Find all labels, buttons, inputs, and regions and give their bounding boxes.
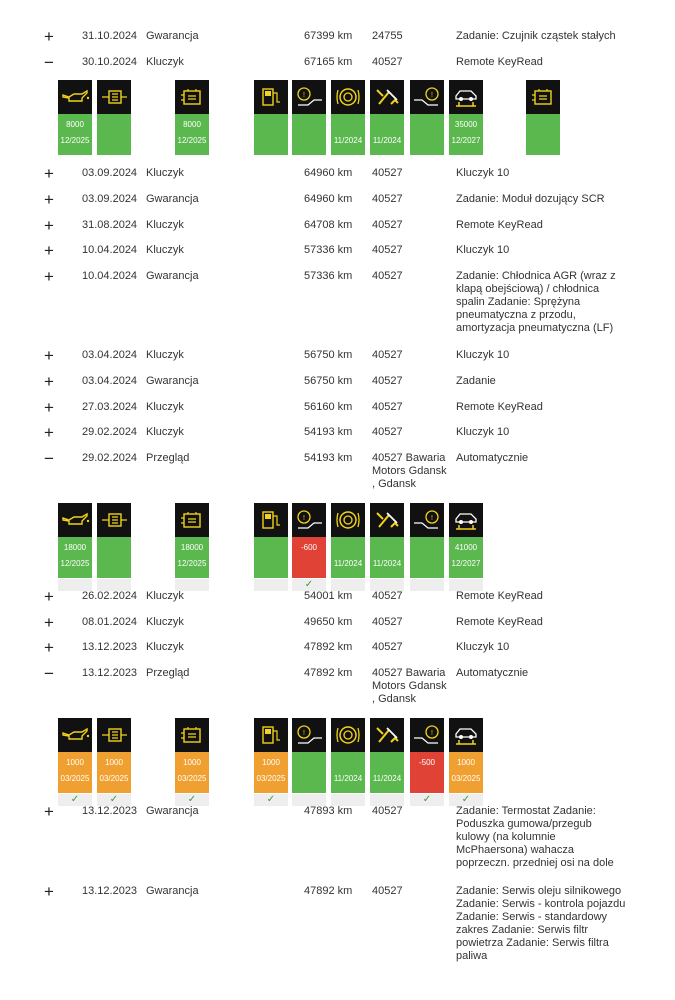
service-indicator xyxy=(175,80,209,155)
entry-type: Kluczyk xyxy=(146,641,184,653)
service-indicator xyxy=(175,718,209,806)
service-remaining-km: -600 xyxy=(300,543,317,552)
entry-description: Automatycznie xyxy=(456,452,529,464)
expand-toggle[interactable]: + xyxy=(44,372,54,391)
brake-fluid-icon xyxy=(331,503,365,537)
entry-date: 13.12.2023 xyxy=(82,885,138,897)
svg-text:!: ! xyxy=(303,515,305,522)
particulate-filter-icon xyxy=(97,80,131,114)
service-due-date: 12/2025 xyxy=(60,559,90,568)
svg-text:!: ! xyxy=(431,92,433,99)
service-indicator xyxy=(449,503,483,591)
service-status-green xyxy=(370,752,404,793)
entry-date: 27.03.2024 xyxy=(82,401,138,413)
service-indicator xyxy=(370,718,404,806)
service-status-green xyxy=(175,537,209,578)
service-status-green xyxy=(97,114,131,155)
expand-toggle[interactable]: + xyxy=(44,638,54,657)
entry-date: 30.10.2024 xyxy=(82,56,138,68)
expand-toggle[interactable]: + xyxy=(44,164,54,183)
oil-icon xyxy=(58,503,92,537)
entry-type: Kluczyk xyxy=(146,349,184,361)
expand-toggle[interactable]: + xyxy=(44,613,54,632)
service-indicator xyxy=(331,718,365,806)
adblue-icon xyxy=(175,718,209,752)
entry-dealer: 40527 xyxy=(372,805,403,817)
service-remaining-km: 35000 xyxy=(454,120,478,129)
entry-description: Zadanie: Termostat Zadanie: Poduszka gumowa/przegub kulowy (na kolumnie McPhaersona) wahacza poprzeczn. przedniej osi na dole xyxy=(456,805,614,869)
service-indicator xyxy=(370,80,404,155)
fuel-filter-icon xyxy=(254,80,288,114)
entry-date: 26.02.2024 xyxy=(82,590,138,602)
entry-dealer: 40527 xyxy=(372,885,403,897)
service-status-red xyxy=(410,752,444,793)
service-status-green xyxy=(331,114,365,155)
service-status-orange xyxy=(449,752,483,793)
entry-mileage: 56750 km xyxy=(304,349,353,361)
entry-dealer: 40527 xyxy=(372,167,403,179)
entry-mileage: 47892 km xyxy=(304,885,353,897)
service-indicator xyxy=(410,503,444,591)
brake-fluid-icon xyxy=(331,80,365,114)
entry-type: Kluczyk xyxy=(146,167,184,179)
service-status-green xyxy=(254,537,288,578)
service-indicator xyxy=(331,503,365,591)
entry-description: Remote KeyRead xyxy=(456,616,543,628)
service-remaining-km: 1000 xyxy=(457,758,475,767)
service-remaining-km: 1000 xyxy=(105,758,123,767)
service-indicator xyxy=(292,718,326,806)
service-status-green xyxy=(254,114,288,155)
entry-type: Gwarancja xyxy=(146,270,199,282)
entry-mileage: 49650 km xyxy=(304,616,353,628)
service-remaining-km: 8000 xyxy=(183,120,201,129)
service-indicator xyxy=(97,503,131,591)
service-done-check: ✓ xyxy=(292,579,326,591)
entry-description: Remote KeyRead xyxy=(456,590,543,602)
entry-mileage: 56160 km xyxy=(304,401,353,413)
entry-description: Zadanie xyxy=(456,375,496,387)
service-indicator xyxy=(97,718,131,806)
entry-date: 03.04.2024 xyxy=(82,375,138,387)
service-due-date: 11/2024 xyxy=(372,136,402,145)
service-indicator xyxy=(449,80,483,155)
service-done-check xyxy=(254,579,288,591)
entry-date: 03.09.2024 xyxy=(82,193,138,205)
service-indicator xyxy=(254,80,288,155)
service-indicator xyxy=(370,503,404,591)
entry-type: Gwarancja xyxy=(146,30,199,42)
entry-mileage: 54193 km xyxy=(304,452,353,464)
entry-dealer: 40527 Bawaria Motors Gdansk , Gdansk xyxy=(372,667,447,705)
entry-description: Zadanie: Czujnik cząstek stałych xyxy=(456,30,616,42)
vehicle-check-icon xyxy=(370,718,404,752)
fuel-filter-icon xyxy=(254,718,288,752)
entry-description: Kluczyk 10 xyxy=(456,349,510,361)
service-status-green xyxy=(58,537,92,578)
entry-description: Remote KeyRead xyxy=(456,56,543,68)
service-due-date: 12/2027 xyxy=(451,136,481,145)
entry-type: Gwarancja xyxy=(146,805,199,817)
service-due-date: 12/2025 xyxy=(177,559,207,568)
entry-description: Remote KeyRead xyxy=(456,401,543,413)
service-done-check: ✓ xyxy=(449,794,483,806)
service-status-green xyxy=(410,537,444,578)
entry-dealer: 40527 Bawaria Motors Gdansk , Gdansk xyxy=(372,452,447,490)
vehicle-check-icon xyxy=(370,503,404,537)
expand-toggle[interactable]: + xyxy=(44,882,54,901)
entry-dealer: 40527 xyxy=(372,349,403,361)
entry-type: Przegląd xyxy=(146,452,190,464)
entry-mileage: 56750 km xyxy=(304,375,353,387)
service-due-date: 11/2024 xyxy=(372,559,402,568)
service-due-date: 11/2024 xyxy=(333,774,363,783)
entry-type: Gwarancja xyxy=(146,885,199,897)
service-done-check: ✓ xyxy=(410,794,444,806)
entry-dealer: 40527 xyxy=(372,56,403,68)
entry-type: Kluczyk xyxy=(146,56,184,68)
entry-dealer: 24755 xyxy=(372,30,403,42)
service-status-orange xyxy=(58,752,92,793)
service-status-green xyxy=(331,752,365,793)
brake-front-icon xyxy=(292,503,326,537)
expand-toggle[interactable]: + xyxy=(44,267,54,286)
brake-front-icon xyxy=(292,718,326,752)
expand-toggle[interactable]: + xyxy=(44,216,54,235)
entry-type: Kluczyk xyxy=(146,244,184,256)
entry-description: Zadanie: Chłodnica AGR (wraz z klapą obejściową) / chłodnica spalin Zadanie: Sprężyna pneumatyczna z przodu, amortyzacja pneumatyczna (LF) xyxy=(456,270,616,334)
service-done-check: ✓ xyxy=(58,794,92,806)
service-indicator xyxy=(292,80,326,155)
service-due-date: 03/2025 xyxy=(99,774,129,783)
service-remaining-km: 8000 xyxy=(66,120,84,129)
entry-date: 10.04.2024 xyxy=(82,270,138,282)
svg-text:!: ! xyxy=(431,730,433,737)
svg-text:!: ! xyxy=(303,730,305,737)
entry-description: Kluczyk 10 xyxy=(456,641,510,653)
service-indicator xyxy=(97,80,131,155)
service-remaining-km: 18000 xyxy=(63,543,87,552)
svg-text:!: ! xyxy=(431,515,433,522)
service-due-date: 03/2025 xyxy=(256,774,286,783)
service-due-date: 12/2025 xyxy=(177,136,207,145)
service-status-orange xyxy=(254,752,288,793)
entry-date: 13.12.2023 xyxy=(82,667,138,679)
entry-dealer: 40527 xyxy=(372,270,403,282)
service-remaining-km: 1000 xyxy=(262,758,280,767)
entry-description: Automatycznie xyxy=(456,667,529,679)
brake-front-icon xyxy=(292,80,326,114)
service-remaining-km: -500 xyxy=(418,758,435,767)
particulate-filter-icon xyxy=(97,718,131,752)
brake-fluid-icon xyxy=(331,718,365,752)
expand-toggle[interactable]: + xyxy=(44,587,54,606)
entry-dealer: 40527 xyxy=(372,590,403,602)
service-due-date: 03/2025 xyxy=(60,774,90,783)
entry-mileage: 54193 km xyxy=(304,426,353,438)
service-status-green xyxy=(370,114,404,155)
entry-dealer: 40527 xyxy=(372,375,403,387)
service-status-red xyxy=(292,537,326,578)
service-due-date: 12/2025 xyxy=(60,136,90,145)
entry-date: 13.12.2023 xyxy=(82,641,138,653)
service-remaining-km: 41000 xyxy=(454,543,478,552)
entry-date: 03.09.2024 xyxy=(82,167,138,179)
entry-dealer: 40527 xyxy=(372,219,403,231)
entry-type: Kluczyk xyxy=(146,590,184,602)
adblue-icon xyxy=(175,503,209,537)
service-indicator xyxy=(410,80,444,155)
service-due-date: 12/2027 xyxy=(451,559,481,568)
svg-text:!: ! xyxy=(303,92,305,99)
entry-date: 08.01.2024 xyxy=(82,616,138,628)
entry-type: Kluczyk xyxy=(146,426,184,438)
service-indicator xyxy=(292,503,326,591)
expand-toggle[interactable]: + xyxy=(44,802,54,821)
entry-date: 31.10.2024 xyxy=(82,30,138,42)
entry-type: Kluczyk xyxy=(146,616,184,628)
service-remaining-km: 1000 xyxy=(183,758,201,767)
service-due-date: 03/2025 xyxy=(451,774,481,783)
expand-toggle[interactable]: + xyxy=(44,398,54,417)
service-status-green xyxy=(58,114,92,155)
expand-toggle[interactable]: + xyxy=(44,190,54,209)
entry-date: 29.02.2024 xyxy=(82,452,138,464)
entry-dealer: 40527 xyxy=(372,641,403,653)
service-done-check: ✓ xyxy=(254,794,288,806)
entry-mileage: 64960 km xyxy=(304,167,353,179)
expand-toggle[interactable]: + xyxy=(44,27,54,46)
service-indicator xyxy=(331,80,365,155)
service-status-green xyxy=(449,114,483,155)
service-status-green xyxy=(410,114,444,155)
entry-dealer: 40527 xyxy=(372,244,403,256)
brake-rear-icon xyxy=(410,718,444,752)
service-due-date: 11/2024 xyxy=(333,559,363,568)
brake-rear-icon xyxy=(410,503,444,537)
entry-date: 10.04.2024 xyxy=(82,244,138,256)
entry-mileage: 67165 km xyxy=(304,56,353,68)
entry-type: Gwarancja xyxy=(146,375,199,387)
service-status-green xyxy=(526,114,560,155)
service-status-green xyxy=(97,537,131,578)
vehicle-check-icon xyxy=(370,80,404,114)
entry-mileage: 54001 km xyxy=(304,590,353,602)
entry-mileage: 67399 km xyxy=(304,30,353,42)
entry-mileage: 64708 km xyxy=(304,219,353,231)
service-status-orange xyxy=(175,752,209,793)
entry-description: Remote KeyRead xyxy=(456,219,543,231)
entry-dealer: 40527 xyxy=(372,616,403,628)
service-status-green xyxy=(331,537,365,578)
service-indicator xyxy=(58,80,92,155)
adblue-icon xyxy=(175,80,209,114)
service-indicator xyxy=(175,503,209,591)
service-status-green xyxy=(175,114,209,155)
entry-mileage: 47892 km xyxy=(304,641,353,653)
particulate-filter-icon xyxy=(97,503,131,537)
entry-mileage: 57336 km xyxy=(304,270,353,282)
oil-icon xyxy=(58,80,92,114)
fuel-filter-icon xyxy=(254,503,288,537)
entry-date: 29.02.2024 xyxy=(82,426,138,438)
collapse-toggle[interactable]: − xyxy=(44,449,54,468)
entry-date: 31.08.2024 xyxy=(82,219,138,231)
service-due-date: 11/2024 xyxy=(372,774,402,783)
entry-dealer: 40527 xyxy=(372,193,403,205)
collapse-toggle[interactable]: − xyxy=(44,53,54,72)
service-done-check: ✓ xyxy=(175,794,209,806)
entry-description: Zadanie: Serwis oleju silnikowego Zadanie: Serwis - kontrola pojazdu Zadanie: Serwis - standardowy zakres Zadanie: Serwis filtr powietrza Zadanie: Serwis filtra paliwa xyxy=(456,885,626,962)
entry-date: 13.12.2023 xyxy=(82,805,138,817)
service-indicator xyxy=(449,718,483,806)
entry-mileage: 47892 km xyxy=(304,667,353,679)
expand-toggle[interactable]: + xyxy=(44,346,54,365)
entry-type: Kluczyk xyxy=(146,219,184,231)
entry-mileage: 64960 km xyxy=(304,193,353,205)
entry-type: Przegląd xyxy=(146,667,190,679)
inspection-icon xyxy=(449,718,483,752)
service-remaining-km: 18000 xyxy=(180,543,204,552)
service-indicator xyxy=(526,80,560,155)
entry-description: Zadanie: Moduł dozujący SCR xyxy=(456,193,605,205)
entry-mileage: 47893 km xyxy=(304,805,353,817)
service-indicator xyxy=(254,503,288,591)
adblue-icon xyxy=(526,80,560,114)
entry-date: 03.04.2024 xyxy=(82,349,138,361)
entry-description: Kluczyk 10 xyxy=(456,244,510,256)
service-status-green xyxy=(292,752,326,793)
expand-toggle[interactable]: + xyxy=(44,241,54,260)
service-due-date: 11/2024 xyxy=(333,136,363,145)
entry-dealer: 40527 xyxy=(372,401,403,413)
entry-dealer: 40527 xyxy=(372,426,403,438)
service-status-green xyxy=(449,537,483,578)
oil-icon xyxy=(58,718,92,752)
entry-description: Kluczyk 10 xyxy=(456,426,510,438)
collapse-toggle[interactable]: − xyxy=(44,664,54,683)
brake-rear-icon xyxy=(410,80,444,114)
service-indicator xyxy=(254,718,288,806)
service-due-date: 03/2025 xyxy=(177,774,207,783)
service-indicator xyxy=(58,503,92,591)
inspection-icon xyxy=(449,503,483,537)
service-status-green xyxy=(370,537,404,578)
inspection-icon xyxy=(449,80,483,114)
service-indicator xyxy=(410,718,444,806)
service-indicator xyxy=(58,718,92,806)
service-remaining-km: 1000 xyxy=(66,758,84,767)
entry-description: Kluczyk 10 xyxy=(456,167,510,179)
entry-type: Gwarancja xyxy=(146,193,199,205)
entry-mileage: 57336 km xyxy=(304,244,353,256)
entry-type: Kluczyk xyxy=(146,401,184,413)
service-done-check: ✓ xyxy=(97,794,131,806)
expand-toggle[interactable]: + xyxy=(44,423,54,442)
service-status-green xyxy=(292,114,326,155)
service-status-orange xyxy=(97,752,131,793)
